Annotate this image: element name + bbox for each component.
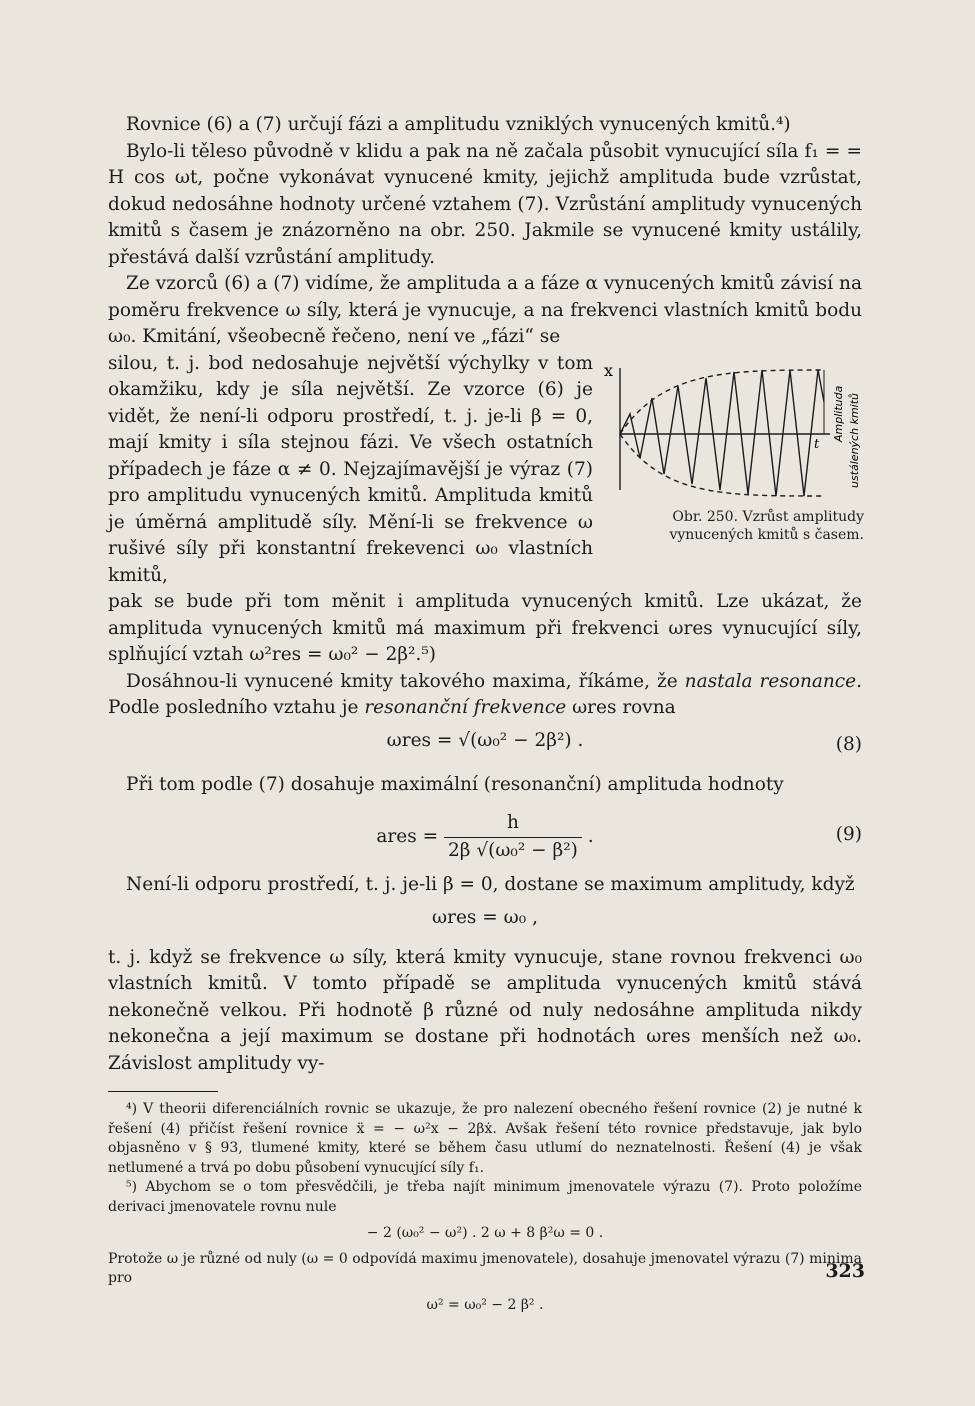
oscillation-diagram — [602, 362, 864, 502]
footnote-5: ⁵) Abychom se o tom přesvědčili, je třeba najít minimum jmenovatele výrazu (7). Proto položíme derivaci jmenovatele rovnu nule — [108, 1179, 862, 1215]
equation-9-body — [108, 810, 862, 864]
paragraph-6: Není-li odporu prostředí, t. j. je-li β = 0, dostane se maximum amplitudy, když — [126, 874, 855, 895]
paragraph-5: Při tom podle (7) dosahuje maximální (resonanční) amplituda hodnoty — [126, 773, 784, 795]
equation-8-number: (8) — [835, 733, 862, 755]
footnote-rule — [108, 1091, 218, 1092]
paragraph-4c: Podle posledního vztahu je — [108, 697, 359, 718]
equation-9-fraction — [444, 810, 582, 864]
term-resonance-frequency: resonanční frekvence — [364, 697, 567, 718]
equation-9-numerator: h — [444, 810, 582, 838]
equation-8 — [108, 728, 862, 766]
paragraph-4a: Dosáhnou-li vynucené kmity takového maxima, říkáme, že — [126, 670, 678, 692]
t-axis-label: t — [814, 437, 820, 452]
equation-9 — [108, 804, 862, 866]
page-number: 323 — [825, 1260, 865, 1282]
paragraph-3b: silou, t. j. bod nedosahuje největší výchylky v tom okamžiku, kdy je síla největší. Ze vzorce (6) je vidět, že není-li odporu prostředí, t. j. je-li β = 0, mají kmity i síla stejnou fázi. Ve všech ostatních případech je fáze α ≠ 0. Nejzajímavější je výraz (7) pro amplitudu vynucených kmitů. Amplituda kmitů je úměrná amplitudě síly. Mění-li se frekvence ω rušivé síly při konstantní frekevenci ω₀ vlastních kmitů, — [108, 352, 593, 586]
term-resonance: nastala resonance. — [684, 670, 862, 692]
side-label-amplitude: Amplituda — [832, 385, 845, 442]
x-axis-label: x — [604, 362, 614, 380]
equation-10 — [108, 905, 862, 939]
equation-9-left: ares = — [376, 826, 439, 847]
paragraph-4 — [108, 669, 862, 722]
equation-9-number: (9) — [835, 824, 862, 845]
paragraph-4e: ωres rovna — [572, 697, 676, 718]
paragraph-3c: pak se bude při tom měnit i amplituda vynucených kmitů. Lze ukázat, že amplituda vynucených kmitů má maximum při frekvenci ωres vynucující síly, splňující vztah ω²res = ω₀² − 2β².⁵) — [108, 591, 862, 665]
paragraph-7: t. j. když se frekvence ω síly, která kmity vynucuje, stane rovnou frekvenci ω₀ vlastních kmitů. V tomto případě se amplituda vynucených kmitů stává nekonečně velkou. Při hodnotě β různé od nuly nedosáhne amplituda nikdy nekonečna a její maximum se dostane při hodnotách ωres menších než ω₀. Závislost amplitudy vy- — [108, 946, 862, 1074]
equation-9-denominator: 2β √(ω₀² − β²) — [447, 839, 578, 861]
equation-9-tail: . — [587, 826, 594, 847]
equation-10-body: ωres = ω₀ , — [432, 906, 538, 928]
footnote-4: ⁴) V theorii diferenciálních rovnic se ukazuje, že pro nalezení obecného řešení rovnice (2) je nutné k řešení (4) přičíst řešení rovnice ẍ = − ω²x − 2βẋ. Avšak řešení této rovnice představuje, jak bylo objasněno v § 93, tlumené kmity, které se během času utlumí do neznatelnosti. Řešení (4) je však netlumené a trvá po dobu působení vynucující síly f₁. — [108, 1101, 862, 1176]
footnote-equation-1: − 2 (ω₀² − ω²) . 2 ω + 8 β²ω = 0 . — [366, 1225, 604, 1241]
oscillation-curve — [620, 370, 824, 496]
paragraph-2: Bylo-li těleso původně v klidu a pak na ně začala působit vynucující síla f₁ = = H cos ωt, počne vykonávat vynucené kmity, jejichž amplituda bude vzrůstat, dokud nedosáhne hodnoty určené vztahem (7). Vzrůstání amplitudy vynucených kmitů s časem je znázorněno na obr. 250. Jakmile se vynucené kmity ustálily, přestává další vzrůstání amplitudy. — [108, 140, 862, 268]
figure-caption: Obr. 250. Vzrůst amplitudy vynucených kmitů s časem. — [669, 509, 864, 543]
footnote-equation-2: ω² = ω₀² − 2 β² . — [426, 1296, 544, 1313]
paragraph-1: Rovnice (6) a (7) určují fázi a amplitudu vzniklých vynucených kmitů.⁴) — [126, 114, 791, 135]
footnote-continuation: Protože ω je různé od nuly (ω = 0 odpovídá maximu jmenovatele), dosahuje jmenovatel výrazu (7) minima pro — [108, 1250, 862, 1286]
main-text — [108, 112, 862, 1321]
paragraph-3a: Ze vzorců (6) a (7) vidíme, že amplituda a a fáze α vynucených kmitů závisí na poměru frekvence ω síly, která je vynucuje, a na frekvenci vlastních kmitů bodu ω₀. Kmitání, všeobecně řečeno, není ve „fázi“ se — [108, 273, 862, 347]
side-label-steady: ustálených kmitů — [848, 392, 861, 488]
equation-8-body: ωres = √(ω₀² − 2β²) . — [386, 729, 584, 751]
